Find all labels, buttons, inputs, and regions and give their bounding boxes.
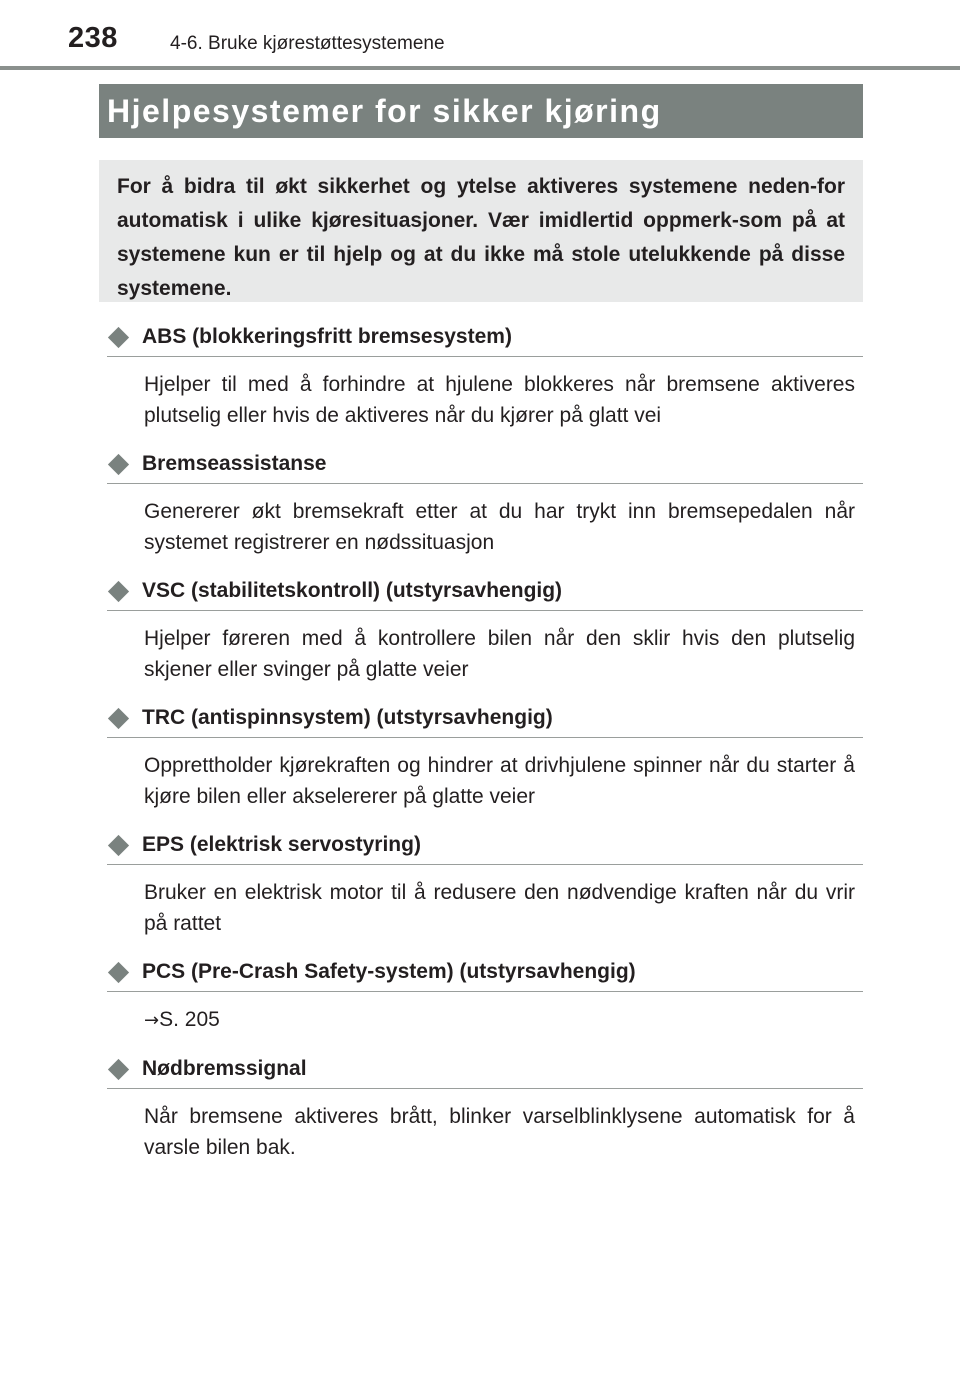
system-item-eps bbox=[107, 826, 863, 953]
item-heading bbox=[107, 445, 863, 484]
item-title: Bremseassistanse bbox=[142, 452, 327, 475]
running-header: 4-6. Bruke kjørestøttesystemene bbox=[170, 33, 445, 54]
item-heading bbox=[107, 1050, 863, 1089]
item-title: TRC (antispinnsystem) (utstyrsavhengig) bbox=[142, 706, 553, 729]
item-title: PCS (Pre-Crash Safety-system) (utstyrsavhengig) bbox=[142, 960, 636, 983]
item-description: Bruker en elektrisk motor til å redusere den nødvendige kraften når du vrir på rattet bbox=[144, 881, 855, 935]
diamond-bullet-icon bbox=[108, 1058, 129, 1079]
arrow-right-icon: → bbox=[144, 1010, 160, 1031]
item-description: Genererer økt bremsekraft etter at du har trykt inn bremsepedalen når systemet registrerer en nødssituasjon bbox=[144, 500, 855, 554]
item-heading bbox=[107, 699, 863, 738]
item-description bbox=[107, 992, 863, 1050]
item-title: EPS (elektrisk servostyring) bbox=[142, 833, 421, 856]
system-item-emergency-brake-signal bbox=[107, 1050, 863, 1177]
item-description: Opprettholder kjørekraften og hindrer at drivhjulene spinner når du starter å kjøre bilen eller akselererer på glatte veier bbox=[144, 754, 855, 808]
diamond-bullet-icon bbox=[108, 453, 129, 474]
diamond-bullet-icon bbox=[108, 580, 129, 601]
item-description: Hjelper til med å forhindre at hjulene blokkeres når bremsene aktiveres plutselig eller hvis de aktiveres når du kjører på glatt vei bbox=[144, 373, 855, 427]
item-title: Nødbremssignal bbox=[142, 1057, 307, 1080]
item-title: ABS (blokkeringsfritt bremsesystem) bbox=[142, 325, 512, 348]
item-heading bbox=[107, 572, 863, 611]
item-heading bbox=[107, 826, 863, 865]
system-list bbox=[107, 318, 863, 1177]
diamond-bullet-icon bbox=[108, 326, 129, 347]
diamond-bullet-icon bbox=[108, 834, 129, 855]
system-item-vsc bbox=[107, 572, 863, 699]
diamond-bullet-icon bbox=[108, 961, 129, 982]
page-number: 238 bbox=[68, 22, 118, 54]
item-heading bbox=[107, 953, 863, 992]
page-reference-link[interactable]: S. 205 bbox=[159, 1008, 220, 1031]
intro-text: For å bidra til økt sikkerhet og ytelse aktiveres systemene neden-for automatisk i ulike kjøresituasjoner. Vær imidlertid oppmerk-som på at systemene kun er til hjelp og at du ikke må stole utelukkende på disse systemene. bbox=[117, 175, 845, 300]
diamond-bullet-icon bbox=[108, 707, 129, 728]
system-item-pcs bbox=[107, 953, 863, 1050]
system-item-abs bbox=[107, 318, 863, 445]
section-title: Hjelpesystemer for sikker kjøring bbox=[107, 92, 662, 129]
header-rule bbox=[0, 66, 960, 70]
item-description: Hjelper føreren med å kontrollere bilen når den sklir hvis den plutselig skjener eller svinger på glatte veier bbox=[144, 627, 855, 681]
system-item-trc bbox=[107, 699, 863, 826]
item-title: VSC (stabilitetskontroll) (utstyrsavhengig) bbox=[142, 579, 563, 602]
item-description: Når bremsene aktiveres brått, blinker varselblinklysene automatisk for å varsle bilen bak. bbox=[144, 1105, 855, 1159]
system-item-brake-assist bbox=[107, 445, 863, 572]
intro-box bbox=[99, 160, 863, 302]
item-heading bbox=[107, 318, 863, 357]
section-banner bbox=[99, 84, 863, 138]
